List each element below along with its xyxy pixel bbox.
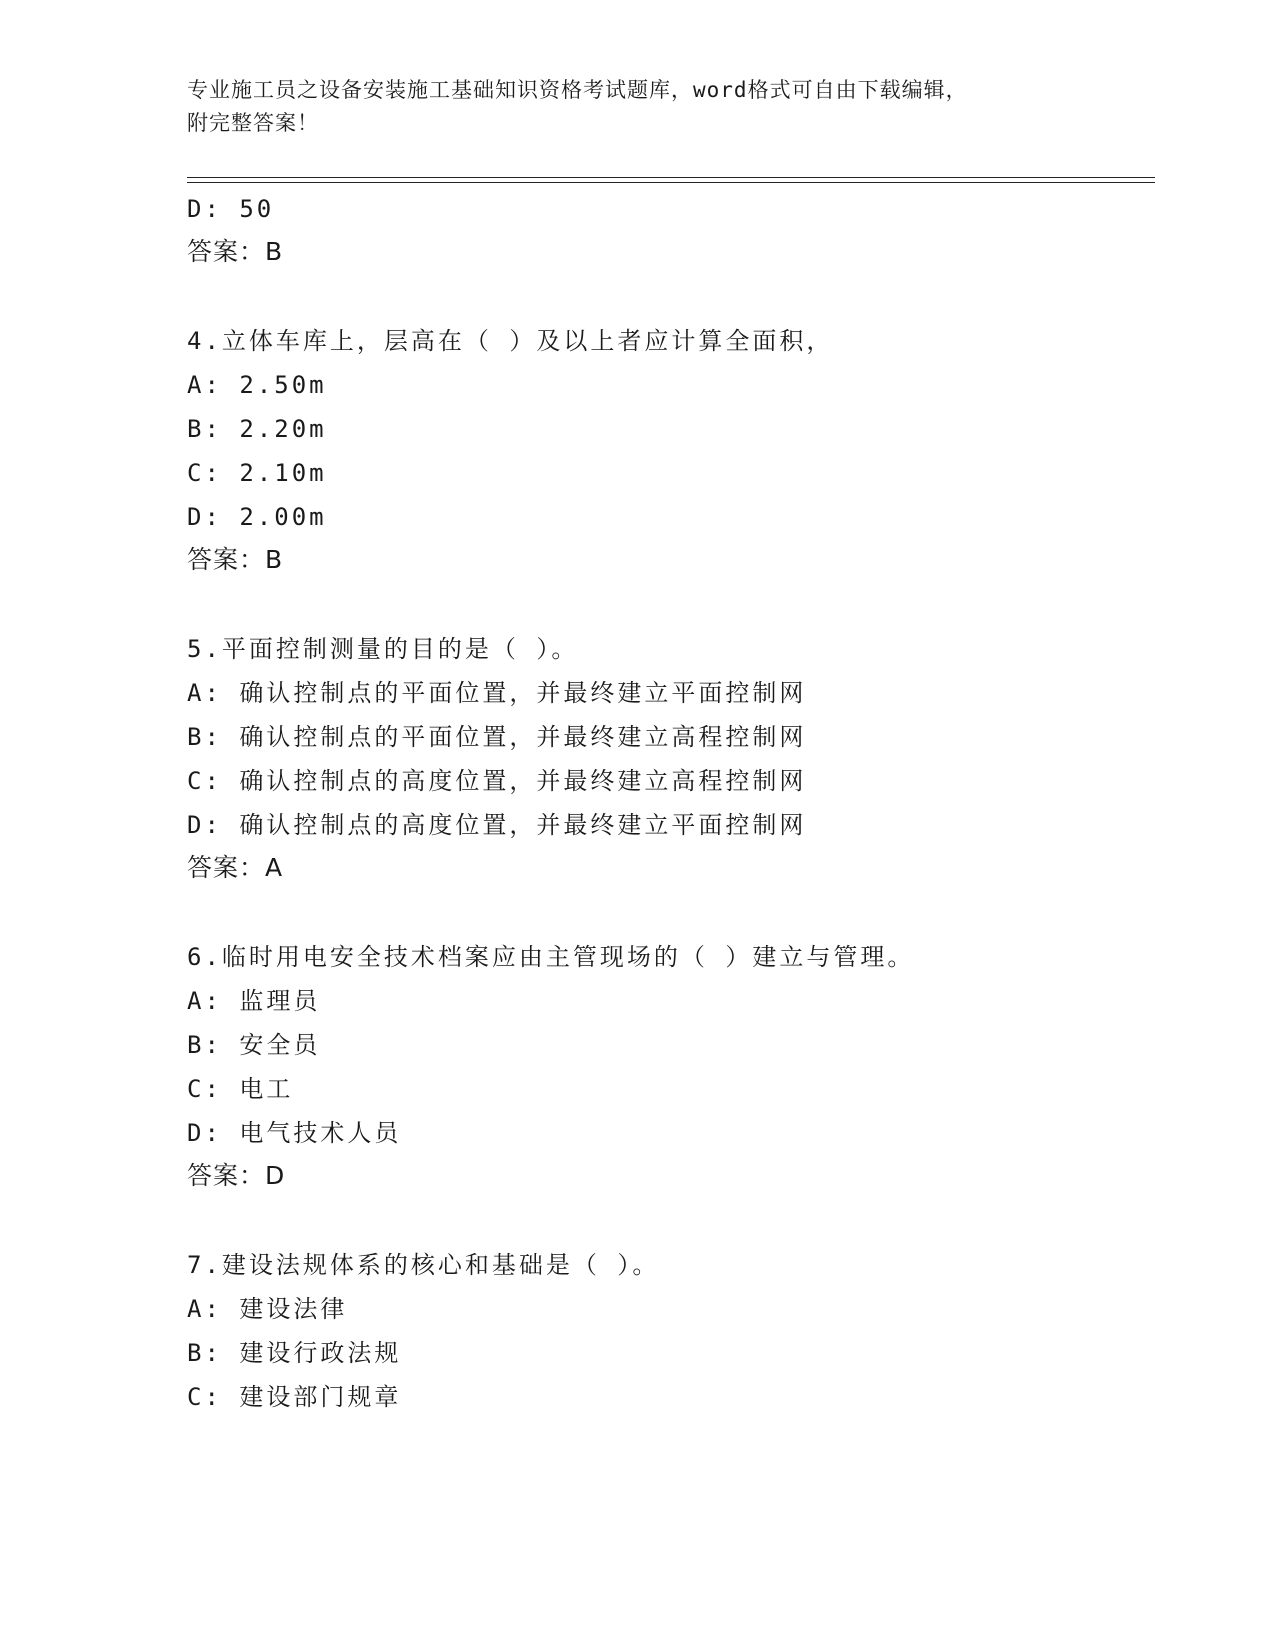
question-7-option-c: C: 建设部门规章 — [187, 1383, 402, 1411]
question-6-answer: 答案：D — [187, 1161, 286, 1190]
question-6-option-b: B: 安全员 — [187, 1031, 321, 1059]
question-4-option-c: C: 2.10m — [187, 459, 327, 487]
question-5-stem: 5.平面控制测量的目的是（ ）。 — [187, 635, 579, 663]
header-divider-top — [187, 177, 1155, 178]
question-5-answer: 答案：A — [187, 853, 284, 882]
question-7-option-a: A: 建设法律 — [187, 1295, 348, 1323]
header-divider-bottom — [187, 182, 1155, 183]
question-6-option-d: D: 电气技术人员 — [187, 1119, 402, 1147]
question-4-stem: 4.立体车库上，层高在（ ）及以上者应计算全面积， — [187, 327, 834, 355]
header-line-1: 专业施工员之设备安装施工基础知识资格考试题库，word格式可自由下载编辑， — [187, 78, 968, 102]
question-7-stem: 7.建设法规体系的核心和基础是（ ）。 — [187, 1251, 660, 1279]
question-5-option-c: C: 确认控制点的高度位置，并最终建立高程控制网 — [187, 767, 807, 795]
answer-prev: 答案：B — [187, 237, 284, 266]
question-5-option-d: D: 确认控制点的高度位置，并最终建立平面控制网 — [187, 811, 807, 839]
question-4-option-a: A: 2.50m — [187, 371, 327, 399]
question-6-option-a: A: 监理员 — [187, 987, 321, 1015]
question-4-option-d: D: 2.00m — [187, 503, 327, 531]
question-5-option-a: A: 确认控制点的平面位置，并最终建立平面控制网 — [187, 679, 807, 707]
question-4-answer: 答案：B — [187, 545, 284, 574]
option-d-prev: D: 50 — [187, 195, 275, 223]
question-6-option-c: C: 电工 — [187, 1075, 294, 1103]
document-header — [187, 74, 1087, 140]
question-6-stem: 6.临时用电安全技术档案应由主管现场的（ ）建立与管理。 — [187, 943, 915, 971]
question-4-option-b: B: 2.20m — [187, 415, 327, 443]
question-7-option-b: B: 建设行政法规 — [187, 1339, 402, 1367]
header-line-2: 附完整答案！ — [187, 111, 319, 135]
question-5-option-b: B: 确认控制点的平面位置，并最终建立高程控制网 — [187, 723, 807, 751]
